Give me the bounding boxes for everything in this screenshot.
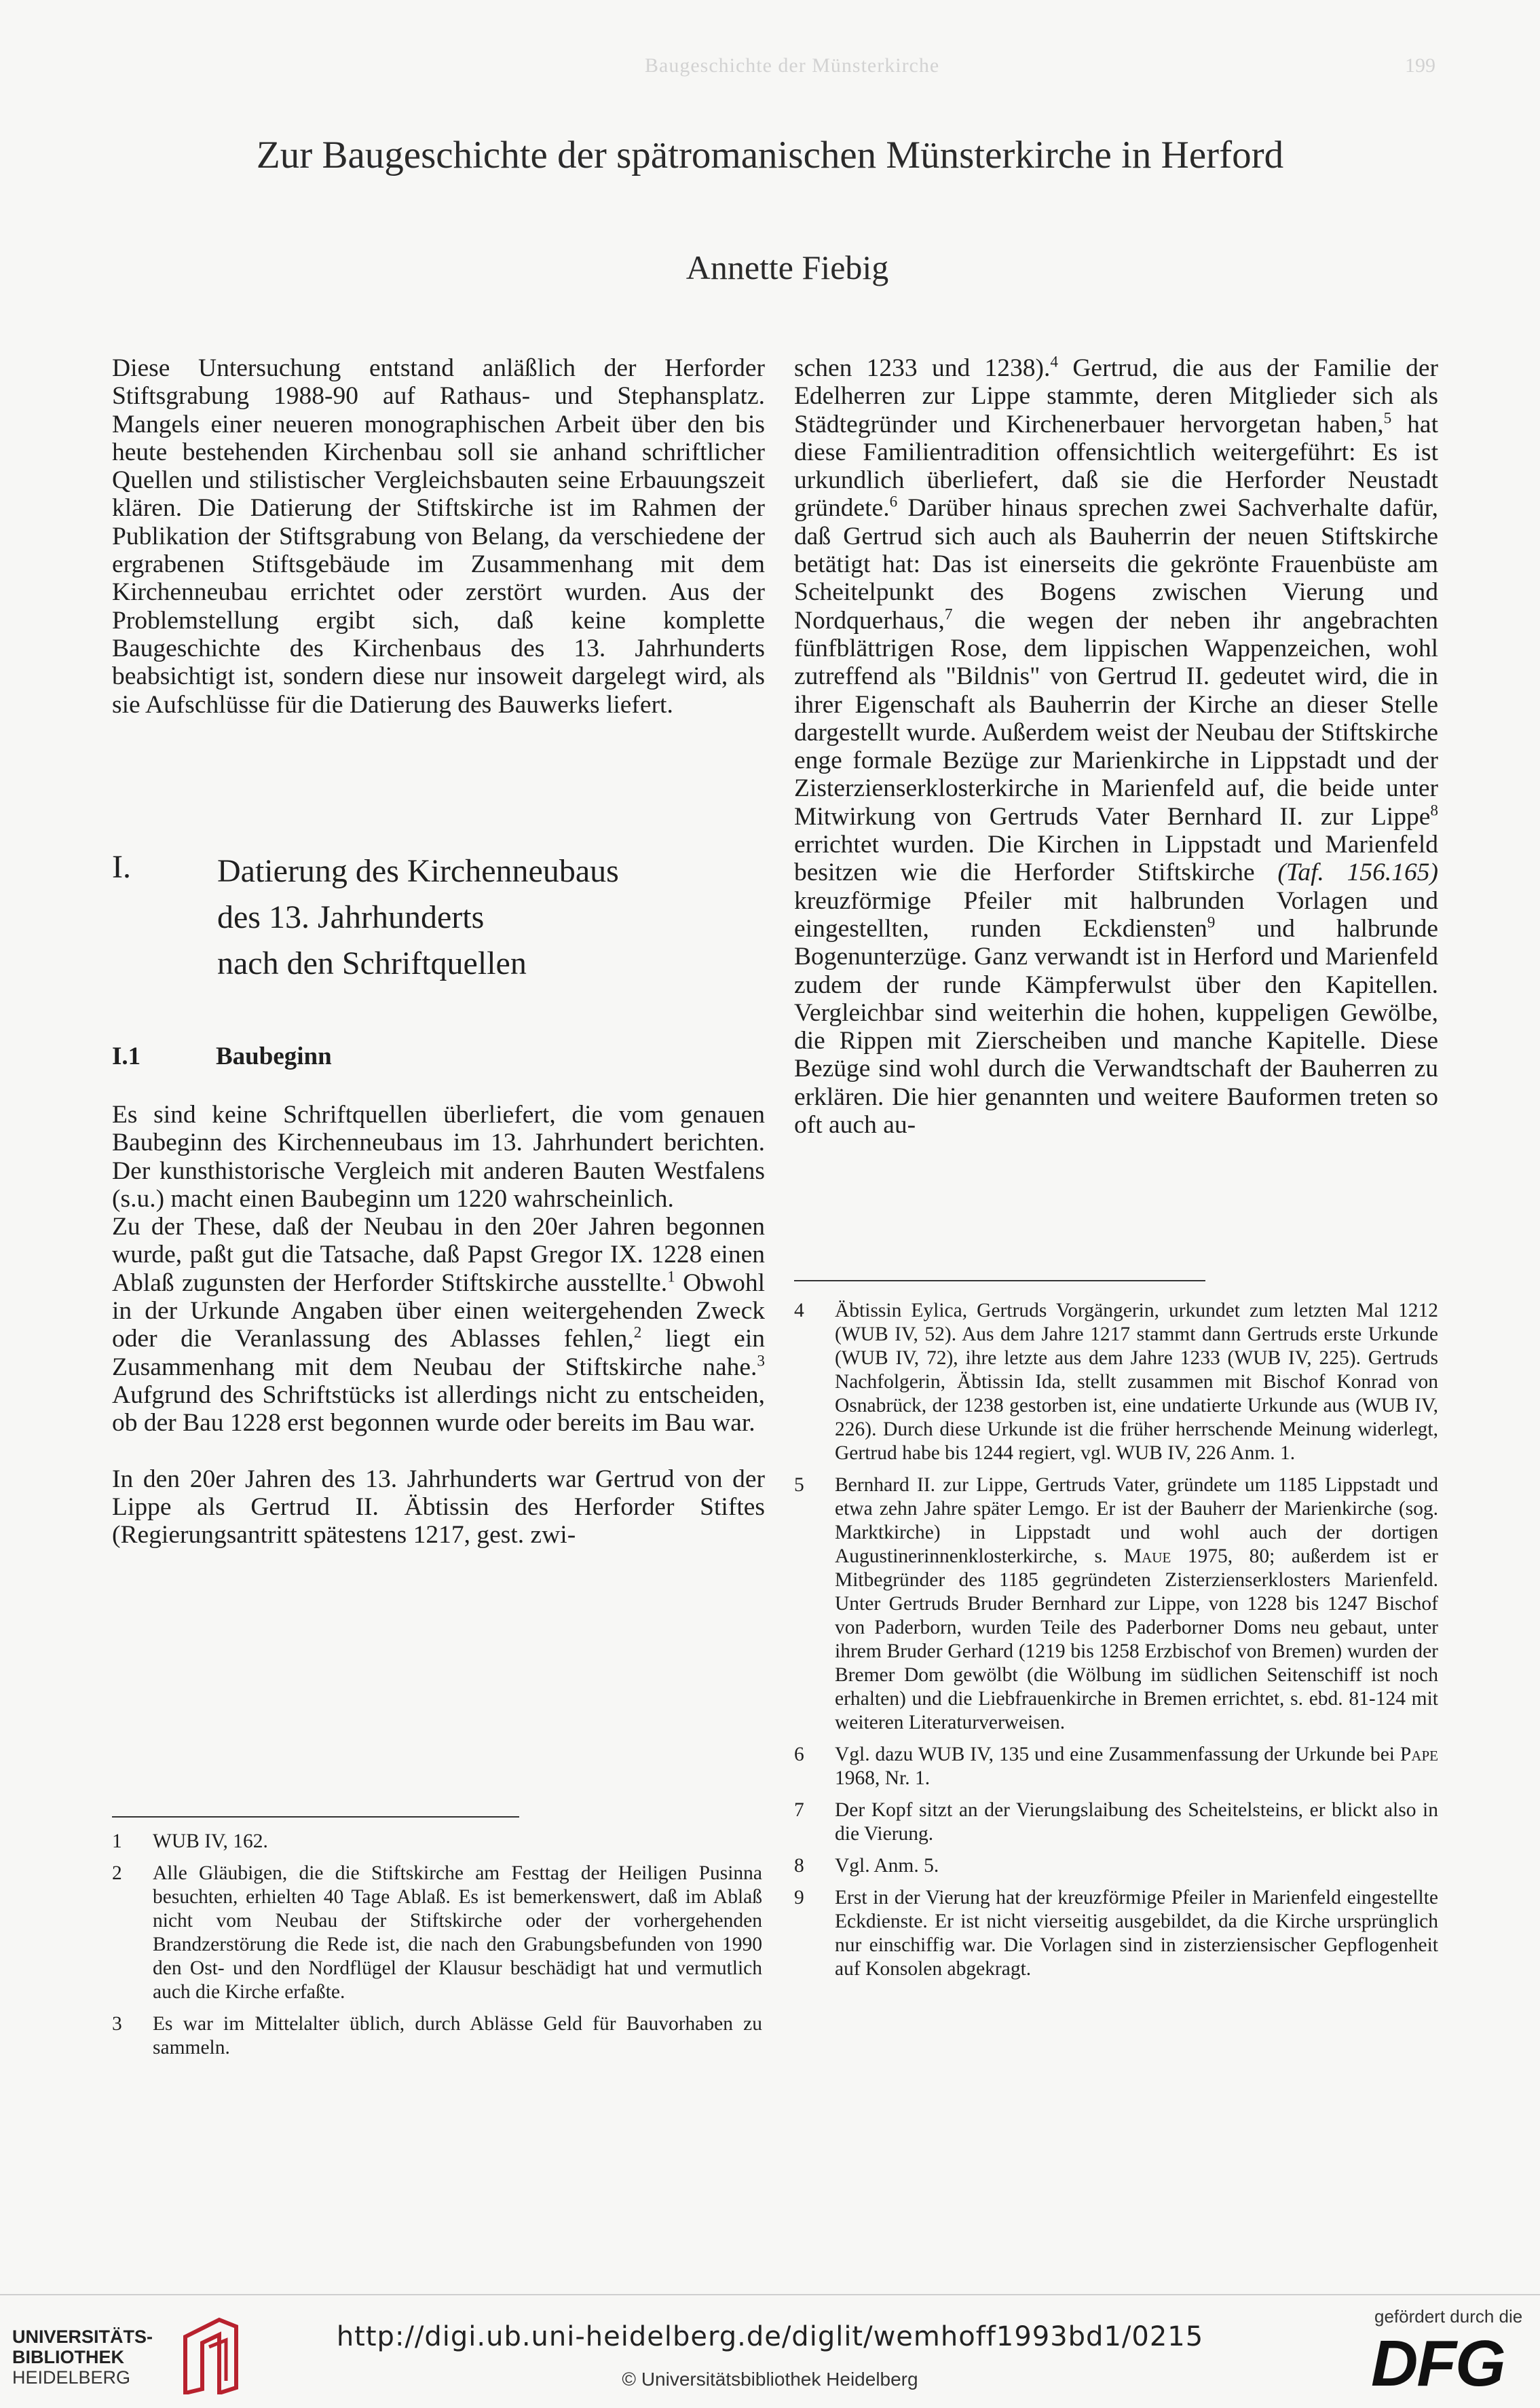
footnote: 9 Erst in der Vierung hat der kreuzförmige Pfeiler in Marienfeld eingestellte Eckdienste. Er ist nicht vierseitig ausgebildet, da die Kirche ursprünglich nur einschiffig war. Die Vorlagen sind in zisterziensischer Gepflogenheit auf Konsolen abgekragt. bbox=[794, 1887, 1438, 1980]
page-number: 199 bbox=[1405, 54, 1435, 77]
subsection-number: I.1 bbox=[112, 1042, 141, 1070]
subsection-title: Baubeginn bbox=[216, 1042, 332, 1070]
footer-divider bbox=[0, 2294, 1540, 2295]
section-number: I. bbox=[112, 849, 131, 885]
library-name-line: HEIDELBERG bbox=[12, 2367, 131, 2388]
footnote: 5 Bernhard II. zur Lippe, Gertruds Vater, gründete um 1185 Lippstadt und etwa zehn Jahre später Lemgo. Er ist der Bauherr der Marienkirche (sog. Marktkirche) in Lippstadt und wohl auch der dortigen Augustinerinnenklosterkirche, s. Maue 1975, 80; außerdem ist er Mitbegründer des 1185 gegründeten Zisterzienserklosters Marienfeld. Unter Gertruds Bruder Bernhard zur Lippe, von 1228 bis 1247 Bischof von Paderborn, wurden Teile des Paderborner Doms neu gebaut, unter ihrem Bruder Gerhard (1219 bis 1258 Erzbischof von Bremen) wurden der Bremer Dom gewölbt (die Wölbung im südlichen Seitenschiff ist noch erhalten) und die Liebfrauenkirche in Bremen errichtet, s. ebd. 81-124 mit weiteren Literaturverweisen. bbox=[794, 1474, 1438, 1733]
footnote-divider bbox=[112, 1816, 519, 1818]
intro-text: Diese Untersuchung entstand anläßlich der Herforder Stiftsgrabung 1988-90 auf Rathaus- und Stephansplatz. Mangels einer neueren monographischen Arbeit über den bis heute bestehenden Kirchenbau soll sie anhand schriftlicher Quellen und stilistischer Vergleichsbauten seine Erbauungszeit klären. Die Datierung der Stiftskirche ist im Rahmen der Publikation der Stiftsgrabung von Belang, da verschiedene der ergrabenen Stiftsgebäude im Zusammenhang mit dem Kirchenneubau errichtet oder zerstört wurden. Aus der Problemstellung ergibt sich, daß keine komplette Baugeschichte des Kirchenbaus des 13. Jahrhunderts beabsichtigt ist, sondern diese nur insoweit dargelegt wird, als sie Aufschlüsse für die Datierung des Bauwerks liefert. bbox=[112, 354, 765, 719]
paragraph: Es sind keine Schriftquellen überliefert, die vom genauen Baubeginn des Kirchenneubaus im 13. Jahrhundert berichten. Der kunsthistorische Vergleich mit anderen Bauten Westfalens (s.u.) macht einen Baubeginn um 1220 wahrscheinlich. bbox=[112, 1101, 765, 1213]
right-body bbox=[794, 354, 1438, 1139]
footnote-ref[interactable]: 8 bbox=[1430, 802, 1438, 820]
footnote-ref[interactable]: 2 bbox=[633, 1323, 642, 1342]
section-title bbox=[217, 848, 619, 987]
copyright: © Universitätsbibliothek Heidelberg bbox=[622, 2369, 918, 2390]
section-title-line: Datierung des Kirchenneubaus bbox=[217, 853, 619, 889]
footnote-ref[interactable]: 9 bbox=[1207, 914, 1216, 932]
funding-caption: gefördert durch die bbox=[1374, 2306, 1523, 2327]
paragraph: Zu der These, daß der Neubau in den 20er Jahren begonnen wurde, paßt gut die Tatsache, daß Papst Gregor IX. 1228 einen Ablaß zugunsten der Herforder Stiftskirche ausstellte.$^1$ Obwohl in der Urkunde Angaben über einen weitergehenden Zweck oder die Veranlassung des Ablasses fehlen,$^2$ liegt ein Zusammenhang mit dem Neubau der Stiftskirche nahe.$^3$ Aufgrund des Schriftstücks ist allerdings nicht zu entscheiden, ob der Bau 1228 erst begonnen wurde oder bereits im Bau war. bbox=[112, 1213, 765, 1437]
footnote-ref[interactable]: 3 bbox=[757, 1352, 765, 1370]
permalink[interactable]: http://digi.ub.uni-heidelberg.de/diglit/wemhoff1993bd1/0215 bbox=[336, 2321, 1204, 2352]
footnote-ref[interactable]: 5 bbox=[1383, 409, 1392, 428]
left-body bbox=[112, 1101, 765, 1549]
footnote-ref[interactable]: 4 bbox=[1050, 353, 1059, 371]
article-author: Annette Fiebig bbox=[686, 248, 889, 286]
footnote: 3 Es war im Mittelalter üblich, durch Ablässe Geld für Bauvorhaben zu sammeln. bbox=[112, 2013, 762, 2058]
footnote: 8 Vgl. Anm. 5. bbox=[794, 1855, 939, 1877]
intro-paragraph bbox=[112, 354, 765, 719]
footnote: 1 WUB IV, 162. bbox=[112, 1830, 268, 1852]
article-title: Zur Baugeschichte der spätromanischen Münsterkirche in Herford bbox=[256, 134, 1284, 176]
footnotes-left bbox=[112, 1830, 762, 2068]
section-title-line: nach den Schriftquellen bbox=[217, 945, 527, 981]
footnote: 7 Der Kopf sitzt an der Vierungslaibung des Scheitelsteins, er blickt also in die Vierung. bbox=[794, 1799, 1438, 1845]
footnote-ref[interactable]: 1 bbox=[667, 1268, 675, 1286]
library-name-line: BIBLIOTHEK bbox=[12, 2347, 124, 2367]
running-title: Baugeschichte der Münsterkirche bbox=[645, 54, 940, 77]
plate-reference: (Taf. 156.165) bbox=[1277, 859, 1439, 887]
footnotes-right bbox=[794, 1299, 1438, 1989]
section-title-line: des 13. Jahrhunderts bbox=[217, 899, 485, 935]
paragraph: In den 20er Jahren des 13. Jahrhunderts war Gertrud von der Lippe als Gertrud II. Äbtissin des Herforder Stiftes (Regierungsantritt spätestens 1217, gest. zwi- bbox=[112, 1465, 765, 1549]
footnote: 2 Alle Gläubigen, die die Stiftskirche am Festtag der Heiligen Pusinna besuchten, erhielten 40 Tage Ablaß. Es ist bemerkenswert, daß im Ablaß nicht vom Neubau der Stiftskirche oder der vorhergehenden Brandzerstörung die Rede ist, die nach den Grabungsbefunden von 1990 den Ost- und den Nordflügel der Klausur beschädigt hat und vermutlich auch die Kirche erfaßte. bbox=[112, 1862, 762, 2003]
footnote: 6 Vgl. dazu WUB IV, 135 und eine Zusammenfassung der Urkunde bei Pape 1968, Nr. 1. bbox=[794, 1744, 1438, 1789]
footnote-ref[interactable]: 6 bbox=[889, 493, 898, 511]
footnote: 4 Äbtissin Eylica, Gertruds Vorgängerin, urkundet zum letzten Mal 1212 (WUB IV, 52). Aus dem Jahre 1217 stammt dann Gertruds erste Urkunde (WUB IV, 72), ihre letzte aus dem Jahre 1233 (WUB IV, 225). Gertruds Nachfolgerin, Äbtissin Ida, stellt zusammen mit Bischof Konrad von Osnabrück, der 1238 gestorben ist, eine undatierte Urkunde aus (WUB IV, 226). Durch diese Urkunde ist die früher herrschende Meinung widerlegt, Gertrud habe bis 1244 regiert, vgl. WUB IV, 226 Anm. 1. bbox=[794, 1300, 1438, 1464]
dfg-logo[interactable]: DFG bbox=[1371, 2327, 1505, 2400]
paragraph: schen 1233 und 1238).$^4$ Gertrud, die aus der Familie der Edelherren zur Lippe stammte, deren Mitglieder sich als Städtegründer und Kirchenerbauer hervorgetan haben,$^5$ hat diese Familientradition offensichtlich weitergeführt: Es ist urkundlich überliefert, daß sie die Herforder Neustadt gründete.$^6$ Darüber hinaus sprechen zwei Sachverhalte dafür, daß Gertrud sich auch als Bauherrin der neuen Stiftskirche betätigt hat: Das ist einerseits die gekrönte Frauenbüste am Scheitelpunkt des Bogens zwischen Vierung und Nordquerhaus,$^7$ die wegen der neben ihr angebrachten fünfblättrigen Rose, dem lippischen Wappenzeichen, wohl zutreffend als "Bildnis" von Gertrud II. gedeutet wird, die in ihrer Eigenschaft als Bauherrin der Kirche an dieser Stelle dargestellt wurde. Außerdem weist der Neubau der Stiftskirche enge formale Bezüge zur Marienkirche in Lippstadt und der Zisterzienserklosterkirche in Marienfeld auf, die beide unter Mitwirkung von Gertruds Vater Bernhard II. zur Lippe$^8$ errichtet wurden. Die Kirchen in Lippstadt und Marienfeld besitzen wie die Herforder Stiftskirche (Taf. 156.165) kreuzförmige Pfeiler mit halbrunden Vorlagen und eingestellten, runden Eckdiensten$^9$ und halbrunde Bogenunterzüge. Ganz verwandt ist in Herford und Marienfeld zudem der runde Kämpferwulst über den Kapitellen. Vergleichbar sind weiterhin die hohen, kuppeligen Gewölbe, die Rippen mit Zierscheiben und manche Kapitelle. Diese Bezüge sind wohl durch die Verwandtschaft der Bauherren zu erklären. Die hier genannten und weitere Bauformen treten so oft auch au- bbox=[794, 353, 1439, 1140]
footnote-ref[interactable]: 7 bbox=[944, 605, 953, 624]
library-name-line: UNIVERSITÄTS- bbox=[12, 2327, 153, 2347]
footnote-divider bbox=[794, 1280, 1205, 1281]
